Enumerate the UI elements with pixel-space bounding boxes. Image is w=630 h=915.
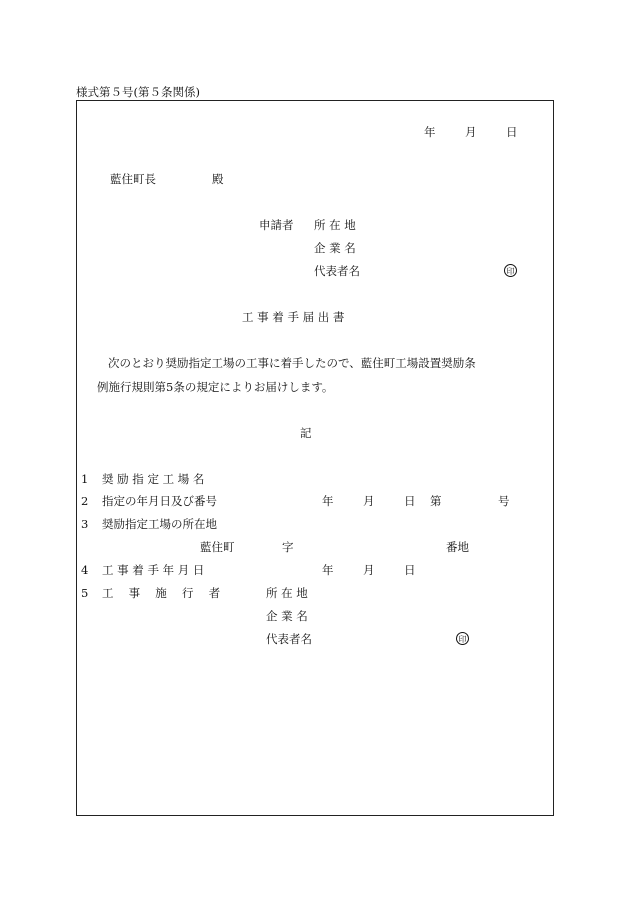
date-day: 日 bbox=[506, 125, 518, 139]
item-1-number: 1 bbox=[81, 472, 89, 486]
item-5-company-label: 企 業 名 bbox=[266, 609, 308, 623]
item-3-banchi: 番地 bbox=[446, 540, 469, 554]
applicant-rep-label: 代表者名 bbox=[314, 264, 360, 278]
item-1-label: 奨 励 指 定 工 場 名 bbox=[102, 472, 205, 486]
item-4-year: 年 bbox=[322, 563, 334, 577]
applicant-company-label: 企 業 名 bbox=[314, 241, 356, 255]
date-year: 年 bbox=[424, 125, 436, 139]
item-2-number: 2 bbox=[81, 494, 89, 508]
form-label: 様式第５号(第５条関係) bbox=[76, 85, 200, 99]
seal-icon: 印 bbox=[504, 264, 517, 277]
item-3-label: 奨励指定工場の所在地 bbox=[102, 517, 217, 531]
item-2-day: 日 bbox=[404, 494, 416, 508]
applicant-label: 申請者 bbox=[259, 218, 294, 232]
seal-icon: 印 bbox=[456, 632, 469, 645]
applicant-address-label: 所 在 地 bbox=[314, 218, 356, 232]
item-3-town: 藍住町 bbox=[200, 540, 235, 554]
item-4-number: 4 bbox=[81, 563, 89, 577]
item-5-number: 5 bbox=[81, 586, 89, 600]
ki-heading: 記 bbox=[300, 426, 312, 440]
body-line-2: 例施行規則第5条の規定によりお届けします。 bbox=[97, 380, 334, 394]
addressee-honorific: 殿 bbox=[212, 172, 224, 186]
item-4-label: 工 事 着 手 年 月 日 bbox=[102, 563, 205, 577]
body-line-1: 次のとおり奨励指定工場の工事に着手したので、藍住町工場設置奨励条 bbox=[108, 356, 476, 370]
document-title: 工 事 着 手 届 出 書 bbox=[242, 310, 345, 324]
item-2-year: 年 bbox=[322, 494, 334, 508]
item-5-address-label: 所 在 地 bbox=[266, 586, 308, 600]
addressee-name: 藍住町長 bbox=[110, 172, 156, 186]
item-4-month: 月 bbox=[363, 563, 375, 577]
item-4-day: 日 bbox=[404, 563, 416, 577]
item-3-aza: 字 bbox=[282, 540, 294, 554]
form-frame bbox=[76, 100, 554, 816]
item-3-number: 3 bbox=[81, 517, 89, 531]
item-5-label: 工 事 施 行 者 bbox=[102, 586, 221, 600]
item-2-month: 月 bbox=[363, 494, 375, 508]
item-5-rep-label: 代表者名 bbox=[266, 632, 312, 646]
item-2-dai: 第 bbox=[430, 494, 442, 508]
date-month: 月 bbox=[465, 125, 477, 139]
item-2-label: 指定の年月日及び番号 bbox=[102, 494, 217, 508]
item-2-go: 号 bbox=[498, 494, 510, 508]
